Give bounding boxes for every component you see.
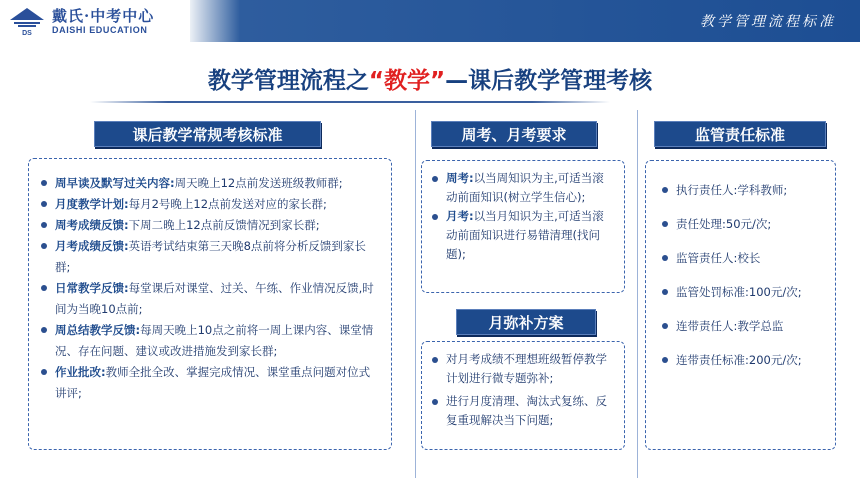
list-item: 对月考成绩不理想班级暂停教学计划进行微专题弥补; — [432, 350, 614, 388]
list-item: 连带责任标准:200元/次; — [662, 343, 825, 377]
item-text: 以当周知识为主,可适当滚动前面知识(树立学生信心); — [446, 171, 604, 204]
supervision-box — [645, 160, 836, 450]
item-key: 周考成绩反馈: — [55, 218, 129, 232]
item-text: 以当月知识为主,可适当滚动前面知识进行易错清理(找问题); — [446, 209, 604, 261]
left-section-heading: 课后教学常规考核标准 — [94, 121, 321, 147]
item-text: 每堂课后对课堂、过关、午练、作业情况反馈,时间为当晚10点前; — [55, 281, 374, 316]
exam-requirements-box — [421, 160, 625, 293]
header-bar — [0, 0, 860, 42]
list-item — [41, 236, 379, 278]
list-item: 执行责任人:学科教师; — [662, 173, 825, 207]
list-item — [41, 320, 379, 362]
list-item: 连带责任人:教学总监 — [662, 309, 825, 343]
logo-english-name: DAISHI EDUCATION — [52, 25, 148, 35]
logo-mark-text: DS — [22, 30, 32, 36]
header-title: 教学管理流程标准 — [700, 14, 836, 30]
item-key: 日常教学反馈: — [55, 281, 129, 295]
list-item — [432, 207, 614, 264]
monthly-remedy-box — [421, 341, 625, 450]
item-text: 下周二晚上12点前反馈情况到家长群; — [128, 218, 320, 232]
item-key: 周总结教学反馈: — [55, 323, 141, 337]
title-prefix: 教学管理流程之 — [207, 68, 369, 94]
title-close-quote: ” — [430, 68, 446, 94]
logo-mark-icon — [8, 6, 46, 36]
column-divider-right — [637, 110, 638, 478]
item-key: 周早读及默写过关内容: — [55, 176, 175, 190]
logo — [0, 0, 190, 42]
item-key: 月度教学计划: — [55, 197, 129, 211]
page-title — [0, 62, 860, 95]
item-text: 教师全批全改、掌握完成情况、课堂重点问题对位式讲评; — [55, 365, 371, 400]
item-text: 每月2号晚上12点前发送对应的家长群; — [128, 197, 327, 211]
list-item: 监管处罚标准:100元/次; — [662, 275, 825, 309]
list-item — [432, 169, 614, 207]
list-item — [41, 362, 379, 404]
item-text: 英语考试结束第三天晚8点前将分析反馈到家长群; — [55, 239, 366, 274]
column-divider-left — [415, 110, 416, 478]
exam-requirements-heading: 周考、月考要求 — [431, 121, 597, 147]
supervision-heading: 监管责任标准 — [654, 121, 826, 147]
list-item — [41, 278, 379, 320]
supervision-list — [662, 173, 825, 377]
monthly-remedy-heading: 月弥补方案 — [456, 309, 596, 335]
list-item — [41, 194, 379, 215]
exam-requirements-list — [432, 169, 614, 264]
list-item — [41, 215, 379, 236]
list-item: 进行月度清理、淘汰式复练、反复重现解决当下问题; — [432, 392, 614, 430]
list-item: 责任处理:50元/次; — [662, 207, 825, 241]
item-key: 作业批改: — [55, 365, 106, 379]
left-standards-list — [41, 173, 379, 404]
logo-chinese-name: 戴氏·中考中心 — [52, 7, 155, 25]
left-standards-box — [28, 158, 392, 450]
item-key: 月考成绩反馈: — [55, 239, 129, 253]
list-item — [41, 173, 379, 194]
title-suffix: —课后教学管理考核 — [445, 68, 653, 94]
item-text: 周天晚上12点前发送班级教师群; — [174, 176, 343, 190]
item-key: 月考: — [446, 209, 474, 223]
item-key: 周考: — [446, 171, 474, 185]
title-open-quote: “ — [368, 68, 384, 94]
item-text: 每周天晚上10点之前将一周上课内容、课堂情况、存在问题、建议或改进措施发到家长群; — [55, 323, 374, 358]
title-underline — [90, 101, 610, 103]
monthly-remedy-list — [432, 350, 614, 430]
title-highlight: 教学 — [384, 68, 430, 94]
list-item: 监管责任人:校长 — [662, 241, 825, 275]
